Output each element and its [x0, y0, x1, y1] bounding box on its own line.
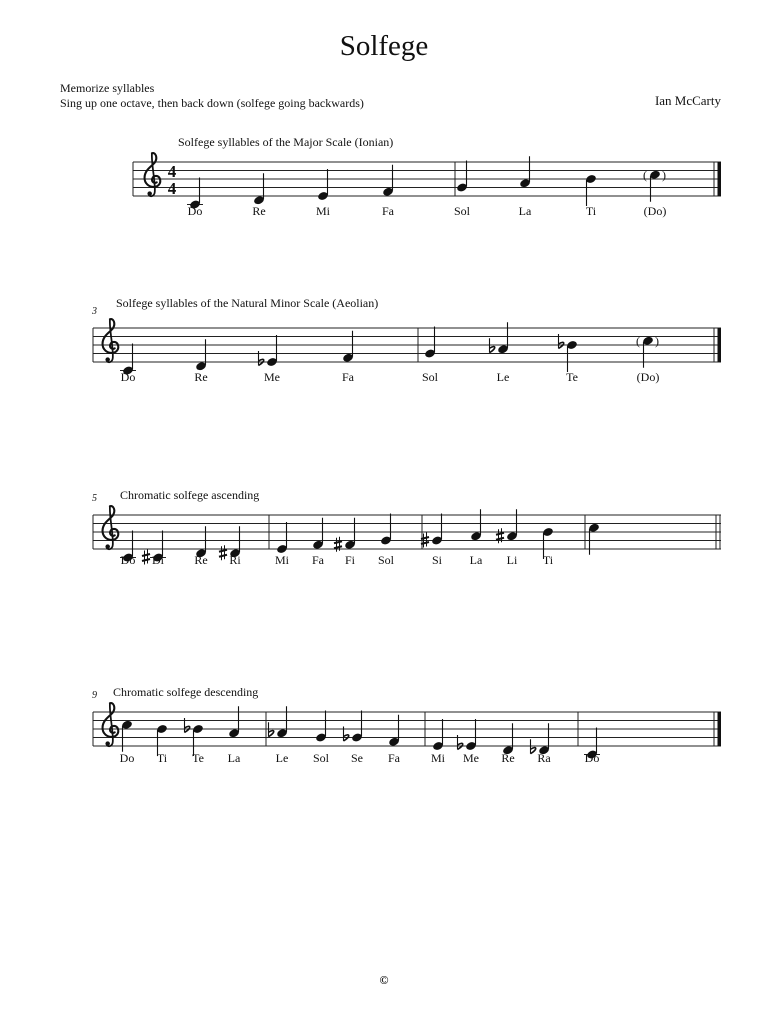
note: [424, 327, 436, 359]
clef-dot: [105, 544, 109, 548]
syllable-lyric: Sol: [377, 553, 395, 567]
measure-number: 3: [92, 306, 97, 317]
syllable-lyric: La: [227, 751, 241, 765]
instruction-line: Sing up one octave, then back down (solfege going backwards): [60, 96, 364, 110]
sharp-bar: [219, 555, 227, 557]
syllable-lyric: Fa: [388, 751, 400, 765]
note: [317, 169, 329, 201]
sharp-bar: [496, 538, 504, 540]
final-barline-thick: [718, 162, 722, 196]
syllable-lyric: La: [469, 553, 483, 567]
sharp-bar: [334, 546, 342, 548]
syllable-lyric: Li: [506, 553, 518, 567]
note: [432, 719, 444, 751]
system-heading: Chromatic solfege descending: [113, 685, 259, 699]
flat-accidental: [269, 722, 274, 737]
measure-number: 9: [92, 690, 97, 701]
syllable-lyric: Le: [275, 751, 289, 765]
syllable-lyric: Do: [187, 204, 203, 218]
note: [588, 523, 600, 555]
note: [465, 719, 477, 751]
note: [121, 720, 133, 752]
syllable-lyric: Me: [264, 370, 280, 384]
parenthesis: ): [662, 167, 666, 182]
flat-bowl: [490, 347, 495, 353]
note: [431, 514, 443, 546]
flat-accidental: [490, 338, 495, 353]
note: [506, 509, 518, 541]
page-title: Solfege: [339, 30, 429, 62]
syllable-lyric: Re: [194, 553, 208, 567]
system-heading: Solfege syllables of the Major Scale (Ionian): [178, 135, 394, 149]
treble-clef-icon: [103, 703, 119, 746]
syllable-lyric: (Do): [636, 370, 660, 384]
syllable-lyric: Mi: [274, 553, 290, 567]
syllable-lyric: Fa: [382, 204, 394, 218]
note: [585, 174, 597, 206]
note: [276, 522, 288, 554]
syllable-lyric: Mi: [315, 204, 331, 218]
flat-bowl: [531, 748, 536, 754]
syllable-lyric: Se: [351, 751, 363, 765]
note: [643, 168, 666, 202]
parenthesis: ): [655, 333, 659, 348]
syllable-lyric: Ti: [156, 751, 168, 765]
flat-bowl: [269, 731, 274, 737]
final-barline-thick: [718, 712, 722, 746]
syllable-lyric: (Do): [643, 204, 667, 218]
syllable-lyric: Di: [152, 553, 164, 567]
syllable-lyric: Te: [192, 751, 204, 765]
clef-spine: [107, 319, 113, 362]
syllable-lyric: Fa: [342, 370, 354, 384]
syllable-lyric: Ra: [537, 751, 551, 765]
note: [253, 173, 265, 205]
note: [497, 322, 509, 354]
syllable-lyric: Sol: [312, 751, 330, 765]
measure-number: 5: [92, 493, 97, 504]
syllable-lyric: Le: [496, 370, 510, 384]
note: [382, 165, 394, 197]
note: [342, 331, 354, 363]
syllable-lyric: Do: [119, 751, 135, 765]
syllable-lyric: Si: [431, 553, 443, 567]
syllable-lyric: Mi: [430, 751, 446, 765]
instruction-line: Memorize syllables: [60, 81, 155, 95]
syllable-lyric: Ti: [585, 204, 597, 218]
note: [380, 514, 392, 546]
note: [470, 509, 482, 541]
syllable-lyric: Te: [566, 370, 578, 384]
note: [636, 334, 659, 368]
note: [566, 340, 578, 372]
note: [195, 339, 207, 371]
sharp-accidental: [142, 550, 150, 565]
syllable-lyric: Me: [463, 751, 479, 765]
note: [312, 518, 324, 550]
note: [519, 156, 531, 188]
syllable-lyric: Ti: [542, 553, 554, 567]
note: [266, 335, 278, 367]
parenthesis: (: [643, 167, 647, 182]
system-heading: Chromatic solfege ascending: [120, 488, 260, 502]
parenthesis: (: [636, 333, 640, 348]
treble-clef-icon: [145, 153, 161, 196]
clef-dot: [105, 741, 109, 745]
final-barline-thick: [718, 328, 722, 362]
syllable-lyric: Do: [120, 553, 136, 567]
sharp-bar: [496, 533, 504, 535]
syllable-lyric: Re: [252, 204, 266, 218]
clef-dot: [105, 357, 109, 361]
syllable-lyric: Fi: [344, 553, 356, 567]
syllable-lyric: Do: [120, 370, 136, 384]
time-signature-top: 4: [167, 162, 177, 181]
note: [351, 711, 363, 743]
sharp-accidental: [219, 545, 227, 560]
system-heading: Solfege syllables of the Natural Minor Scale (Aeolian): [116, 296, 379, 310]
sharp-bar: [219, 550, 227, 552]
syllable-lyric: Re: [194, 370, 208, 384]
syllable-lyric: Sol: [421, 370, 439, 384]
time-signature-bottom: 4: [167, 179, 177, 198]
sharp-bar: [142, 559, 150, 561]
note: [276, 706, 288, 738]
treble-clef-icon: [103, 506, 119, 549]
syllable-lyric: Fa: [312, 553, 324, 567]
copyright-symbol: ©: [379, 973, 389, 987]
sharp-accidental: [496, 528, 504, 543]
clef-spine: [107, 703, 113, 746]
note: [456, 161, 468, 193]
clef-spine: [107, 506, 113, 549]
sharp-bar: [334, 541, 342, 543]
note: [315, 711, 327, 743]
syllable-lyric: La: [518, 204, 532, 218]
syllable-lyric: Ri: [229, 553, 241, 567]
sharp-bar: [142, 554, 150, 556]
note: [344, 518, 356, 550]
syllable-lyric: Re: [501, 751, 515, 765]
sharp-accidental: [334, 537, 342, 552]
clef-dot: [147, 191, 151, 195]
note: [228, 706, 240, 738]
syllable-lyric: Do: [584, 751, 600, 765]
note: [388, 715, 400, 747]
flat-accidental: [531, 739, 536, 754]
syllable-lyric: Sol: [453, 204, 471, 218]
clef-spine: [149, 153, 155, 196]
treble-clef-icon: [103, 319, 119, 362]
composer-name: Ian McCarty: [654, 93, 721, 108]
